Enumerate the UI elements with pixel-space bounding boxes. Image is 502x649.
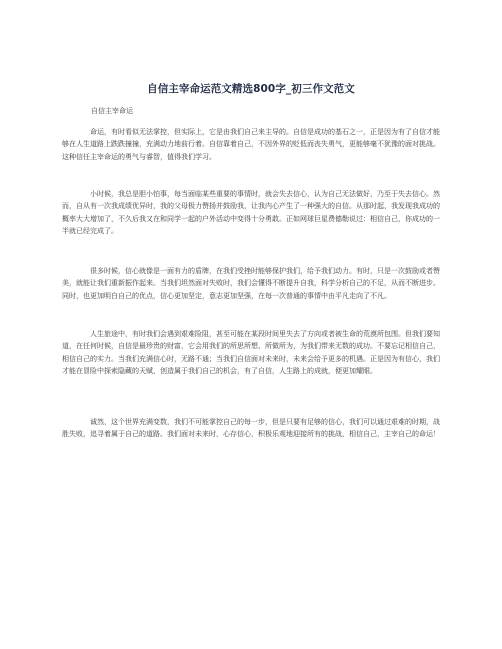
paragraph-4: 人生旅途中，有时我们会遇到艰难险阻，甚至可能在某段时间里失去了方向或者被生命的荒漠所包围。但我们要知道，在任何时候，自信是最珍贵的财富，它会用我们的所思所想、所做所为，为我们带来无数的成功。不要忘记相信自己，相信自己的实力。当我们充满信心时，无路不通；当我们自信面对未来时，未来会给予更多的机遇。正是因为有信心，我们才能在冒险中探索隐藏的天赋，创造属于我们自己的机会，有了自信，人生路上的成就，便更加耀眼。: [62, 330, 440, 376]
paragraph-5: 诚然，这个世界充满变数，我们不可能掌控自己的每一步，但是只要有足够的信心，我们可以通过艰难的时期，战胜失败，追寻着属于自己的道路。我们面对未来时，心存信心，积极乐观地迎接所有的挑战，相信自己，主宰自己的命运！: [62, 418, 440, 439]
document-subtitle: 自信主宰命运: [91, 107, 133, 115]
paragraph-2: 小时候，我总是胆小怕事，每当面临某些重要的事情时，就会失去信心，认为自己无法做好，乃至于失去信心。然而，自从有一次我成绩优异时，我的父母极力赞扬并鼓励我，让我内心产生了一种强大的自信。从那时起，我发现我成功的概率大大增加了，不久后我又在和同学一起的户外活动中变得十分勇敢。正如网球巨星费德勒说过：相信自己，你成功的一半就已经完成了。: [62, 190, 440, 236]
document-title: 自信主宰命运范文精选800字_初三作文范文: [147, 83, 355, 95]
paragraph-3: 很多时候，信心就像是一面有力的盾牌，在我们受挫时能够保护我们，给予我们动力。有时，只是一次鼓励或者赞美，就能让我们重新振作起来。当我们坦然面对失败时，我们会懂得不断提升自我，科学分析自己的不足，从而不断进步。同时，也更加明白自己的优点，信心更加坚定，意志更加坚强，在每一次普通的事情中由平凡走向了不凡。: [62, 267, 440, 300]
paragraph-1: 命运，有时看似无法掌控，但实际上，它是由我们自己来主导的。自信是成功的基石之一，正是因为有了自信才能够在人生道路上跌跌撞撞，充满动力地前行着。自信靠着自己，不因外界的贬低而丧失勇气，更能够毫不犹豫的面对挑战。这种信任主宰命运的勇气与睿智，值得我们学习。: [62, 128, 440, 161]
